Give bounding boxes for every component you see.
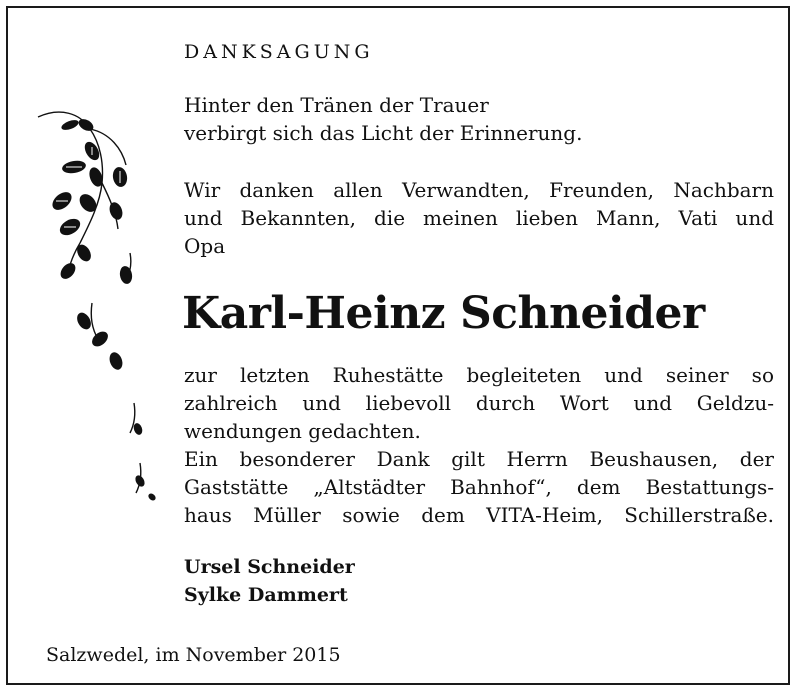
intro-line-1: Wir danken allen Verwandten, Freunden, Nachbarn <box>184 178 774 202</box>
body-line-2: zahlreich und liebevoll durch Wort und Geldzu- <box>184 391 774 415</box>
place-date: Salzwedel, im November 2015 <box>46 644 341 666</box>
body-line-6: haus Müller sowie dem VITA-Heim, Schillerstraße. <box>184 503 774 527</box>
body-line-5: Gaststätte „Altstädter Bahnhof“, dem Bestattungs- <box>184 475 774 499</box>
body-line-4: Ein besonderer Dank gilt Herrn Beushausen, der <box>184 447 774 471</box>
signature-2: Sylke Dammert <box>184 584 348 606</box>
intro-line-2: und Bekannten, die meinen lieben Mann, Vati und <box>184 206 774 230</box>
heading: DANKSAGUNG <box>184 41 374 63</box>
intro-line-3: Opa <box>184 234 226 258</box>
birch-branch-icon <box>30 103 170 513</box>
deceased-name: Karl-Heinz Schneider <box>182 288 705 339</box>
body-line-1: zur letzten Ruhestätte begleiteten und seiner so <box>184 363 774 387</box>
quote-line-2: verbirgt sich das Licht der Erinnerung. <box>184 121 583 145</box>
body-line-3: wendungen gedachten. <box>184 419 421 443</box>
signature-1: Ursel Schneider <box>184 556 355 578</box>
notice-frame <box>6 6 790 685</box>
quote-line-1: Hinter den Tränen der Trauer <box>184 93 489 117</box>
